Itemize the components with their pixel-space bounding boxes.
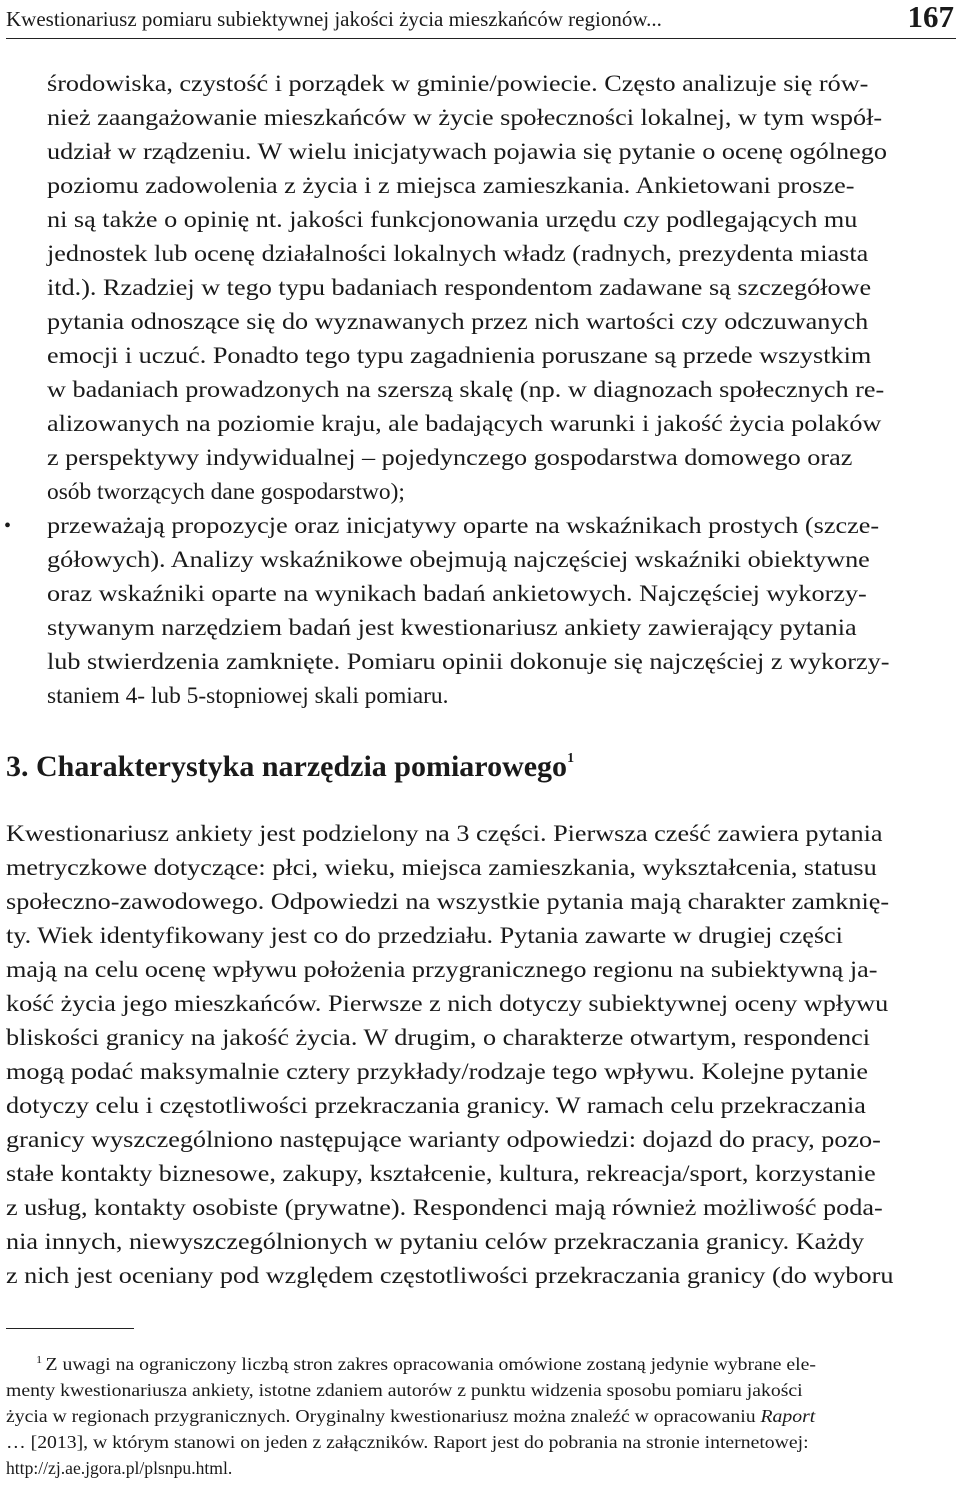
bullet-line: lub stwierdzenia zamknięte. Pomiaru opinii dokonuje się najczęściej z wykorzy- [47,649,890,675]
body-line: udział w rządzeniu. W wielu inicjatywach pojawia się pytanie o ocenę ogólnego [47,139,887,165]
bullet-line: przeważają propozycje oraz inicjatywy oparte na wskaźnikach prostych (szcze- [47,513,880,539]
body-line: alizowanych na poziomie kraju, ale badających warunki i jakość życia polaków [47,411,882,437]
body-line: z nich jest oceniany pod względem częstotliwości przekraczania granicy (do wyboru [6,1263,894,1289]
body-line: z perspektywy indywidualnej – pojedynczego gospodarstwa domowego oraz [47,445,853,471]
body-line: mogą podać maksymalnie cztery przykłady/rodzaje tego wpływu. Kolejne pytanie [6,1059,869,1085]
footnote-reference: 1 [567,751,575,766]
footnote-rule [6,1328,134,1329]
section-title: 3. Charakterystyka narzędzia pomiarowego [6,750,568,783]
body-line: jednostek lub ocenę działalności lokalnych władz (radnych, prezydenta miasta [47,241,869,267]
body-line: nia innych, niewyszczególnionych w pytaniu celów przekraczania granicy. Każdy [6,1229,865,1255]
body-line: ni są także o opinię nt. jakości funkcjonowania urzędu czy podlegających mu [47,207,858,233]
body-line: kość życia jego mieszkańców. Pierwsze z nich dotyczy subiektywnej oceny wpływu [6,991,889,1017]
body-line: poziomu zadowolenia z życia i z miejsca zamieszkania. Ankietowani prosze- [47,173,855,199]
body-line: dotyczy celu i częstotliwości przekraczania granicy. W ramach celu przekraczania [6,1093,866,1119]
body-line: pytania odnoszące się do wyznawanych przez nich wartości czy odczuwanych [47,309,869,335]
body-line: bliskości granicy na jakość życia. W drugim, o charakterze otwartym, respondenci [6,1025,870,1051]
body-line: stałe kontakty biznesowe, zakupy, kształcenie, kultura, rekreacja/sport, korzystanie [6,1161,876,1187]
body-line: nież zaangażowanie mieszkańców w życie społeczności lokalnej, w tym współ- [47,105,883,131]
body-line: Kwestionariusz ankiety jest podzielony na 3 części. Pierwsza cześć zawiera pytania [6,821,883,847]
footnote-line [36,1353,816,1378]
bullet-line: oraz wskaźniki oparte na wynikach badań ankietowych. Najczęściej wykorzy- [47,581,867,607]
footnote-line: menty kwestionariusza ankiety, istotne zdaniem autorów z punktu widzenia sposobu pomiaru jakości [6,1380,803,1400]
body-line: itd.). Rzadziej w tego typu badaniach respondentom zadawane są szczegółowe [47,275,872,301]
body-line: w badaniach prowadzonych na szerszą skalę (np. w diagnozach społecznych re- [47,377,885,403]
body-line: środowiska, czystość i porządek w gminie/powiecie. Często analizuje się rów- [47,71,869,97]
running-head [6,0,956,39]
footnote-line: … [2013], w którym stanowi on jeden z załączników. Raport jest do pobrania na stronie internetowej: [6,1432,809,1452]
body-line: mają na celu ocenę wpływu położenia przygranicznego regionu na subiektywną ja- [6,957,878,983]
running-head-title: Kwestionariusz pomiaru subiektywnej jakości życia mieszkańców regionów... [6,7,662,31]
body-line: granicy wyszczególniono następujące warianty odpowiedzi: dojazd do pracy, pozo- [6,1127,881,1153]
body-line: emocji i uczuć. Ponadto tego typu zagadnienia poruszane są przede wszystkim [47,343,872,369]
footnote-line [6,1405,815,1427]
footnote-text: Z uwagi na ograniczony liczbą stron zakres opracowania omówione zostaną jedynie wybrane ele- [45,1354,816,1374]
bullet-line: gółowych). Analizy wskaźnikowe obejmują najczęściej wskaźniki obiektywne [47,547,870,573]
body-line: osób tworzących dane gospodarstwo); [47,479,405,505]
footnote-report-title: Raport [760,1406,816,1426]
body-line: metryczkowe dotyczące: płci, wieku, miejsca zamieszkania, wykształcenia, statusu [6,855,877,881]
body-line: społeczno-zawodowego. Odpowiedzi na wszystkie pytania mają charakter zamknię- [6,889,890,915]
body-line: z usług, kontakty osobiste (prywatne). Respondenci mają również możliwość poda- [6,1195,883,1221]
footnote-url[interactable]: http://zj.ae.jgora.pl/plsnpu.html. [6,1458,233,1478]
footnote-text: życia w regionach przygranicznych. Oryginalny kwestionariusz można znaleźć w opracowaniu [6,1406,756,1426]
body-line: ty. Wiek identyfikowany jest co do przedziału. Pytania zawarte w drugiej części [6,923,843,949]
section-heading [6,749,574,791]
bullet-marker: • [4,515,12,537]
bullet-line: stywanym narzędziem badań jest kwestionariusz ankiety zawierający pytania [47,615,857,641]
footnote-number: 1 [36,1354,43,1366]
page-number: 167 [907,0,954,34]
bullet-line: staniem 4- lub 5-stopniowej skali pomiaru. [47,683,449,709]
